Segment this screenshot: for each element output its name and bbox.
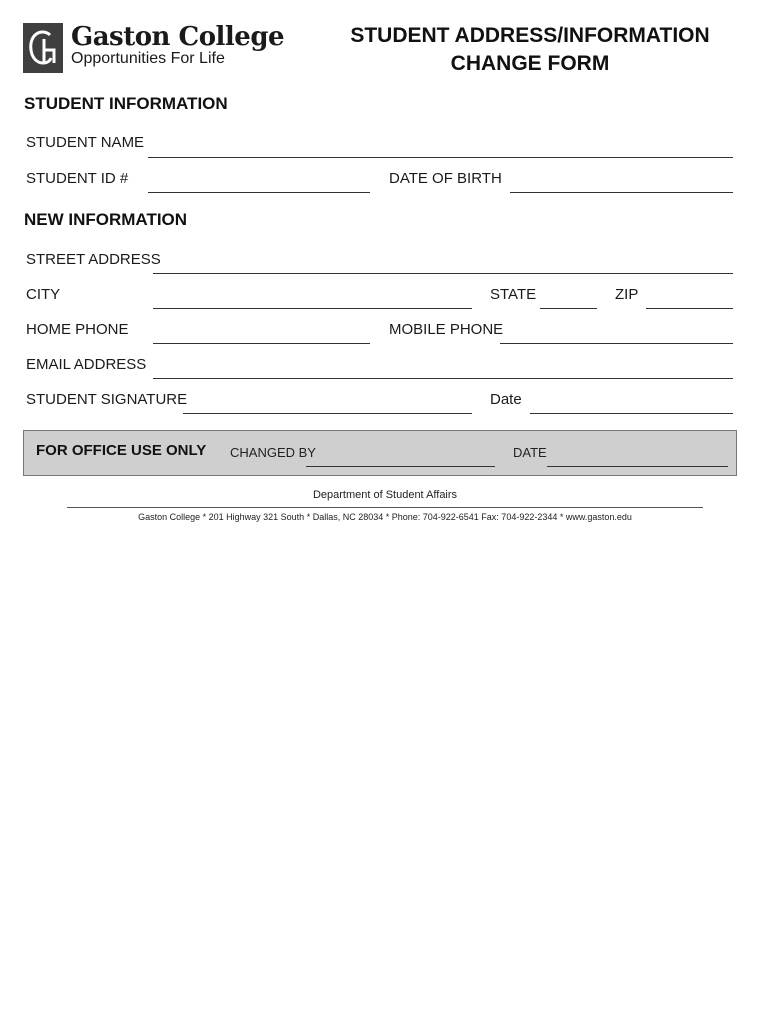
student-signature-field[interactable] [183,413,472,414]
student-information-heading: STUDENT INFORMATION [24,94,228,113]
email-address-field[interactable] [153,378,733,379]
department-name: Department of Student Affairs [312,489,458,501]
student-signature-label: STUDENT SIGNATURE [26,391,188,408]
student-name-field[interactable] [148,157,733,158]
state-label: STATE [490,286,537,303]
street-address-field[interactable] [153,273,733,274]
changed-by-label: CHANGED BY [230,445,316,460]
new-information-heading: NEW INFORMATION [24,210,188,229]
form-title-line2: CHANGE FORM [450,52,610,75]
form-title [320,22,740,78]
email-address-label: EMAIL ADDRESS [26,356,147,373]
city-field[interactable] [153,308,472,309]
zip-label: ZIP [615,286,639,303]
footer-contact: Gaston College * 201 Highway 321 South * Dallas, NC 28034 * Phone: 704-922-6541 Fax: 704-922-2344 * www.gaston.edu [138,512,632,522]
college-logo-icon [23,23,63,73]
college-name: Gaston College [71,22,285,52]
city-label: CITY [26,286,61,303]
office-date-field[interactable] [547,466,728,467]
street-address-label: STREET ADDRESS [26,251,161,268]
college-tagline: Opportunities For Life [71,50,225,67]
signature-date-label: Date [490,391,522,408]
office-use-heading: FOR OFFICE USE ONLY [36,442,207,459]
home-phone-label: HOME PHONE [26,321,129,338]
mobile-phone-field[interactable] [500,343,733,344]
home-phone-field[interactable] [153,343,370,344]
student-id-field[interactable] [148,192,370,193]
zip-field[interactable] [646,308,733,309]
student-name-label: STUDENT NAME [26,134,145,151]
office-date-label: DATE [513,445,547,460]
date-of-birth-label: DATE OF BIRTH [389,170,502,187]
mobile-phone-label: MOBILE PHONE [389,321,504,338]
form-title-line1: STUDENT ADDRESS/INFORMATION [350,24,710,47]
changed-by-field[interactable] [306,466,495,467]
date-of-birth-field[interactable] [510,192,733,193]
state-field[interactable] [540,308,597,309]
student-id-label: STUDENT ID # [26,170,129,187]
footer-divider [67,507,703,508]
signature-date-field[interactable] [530,413,733,414]
